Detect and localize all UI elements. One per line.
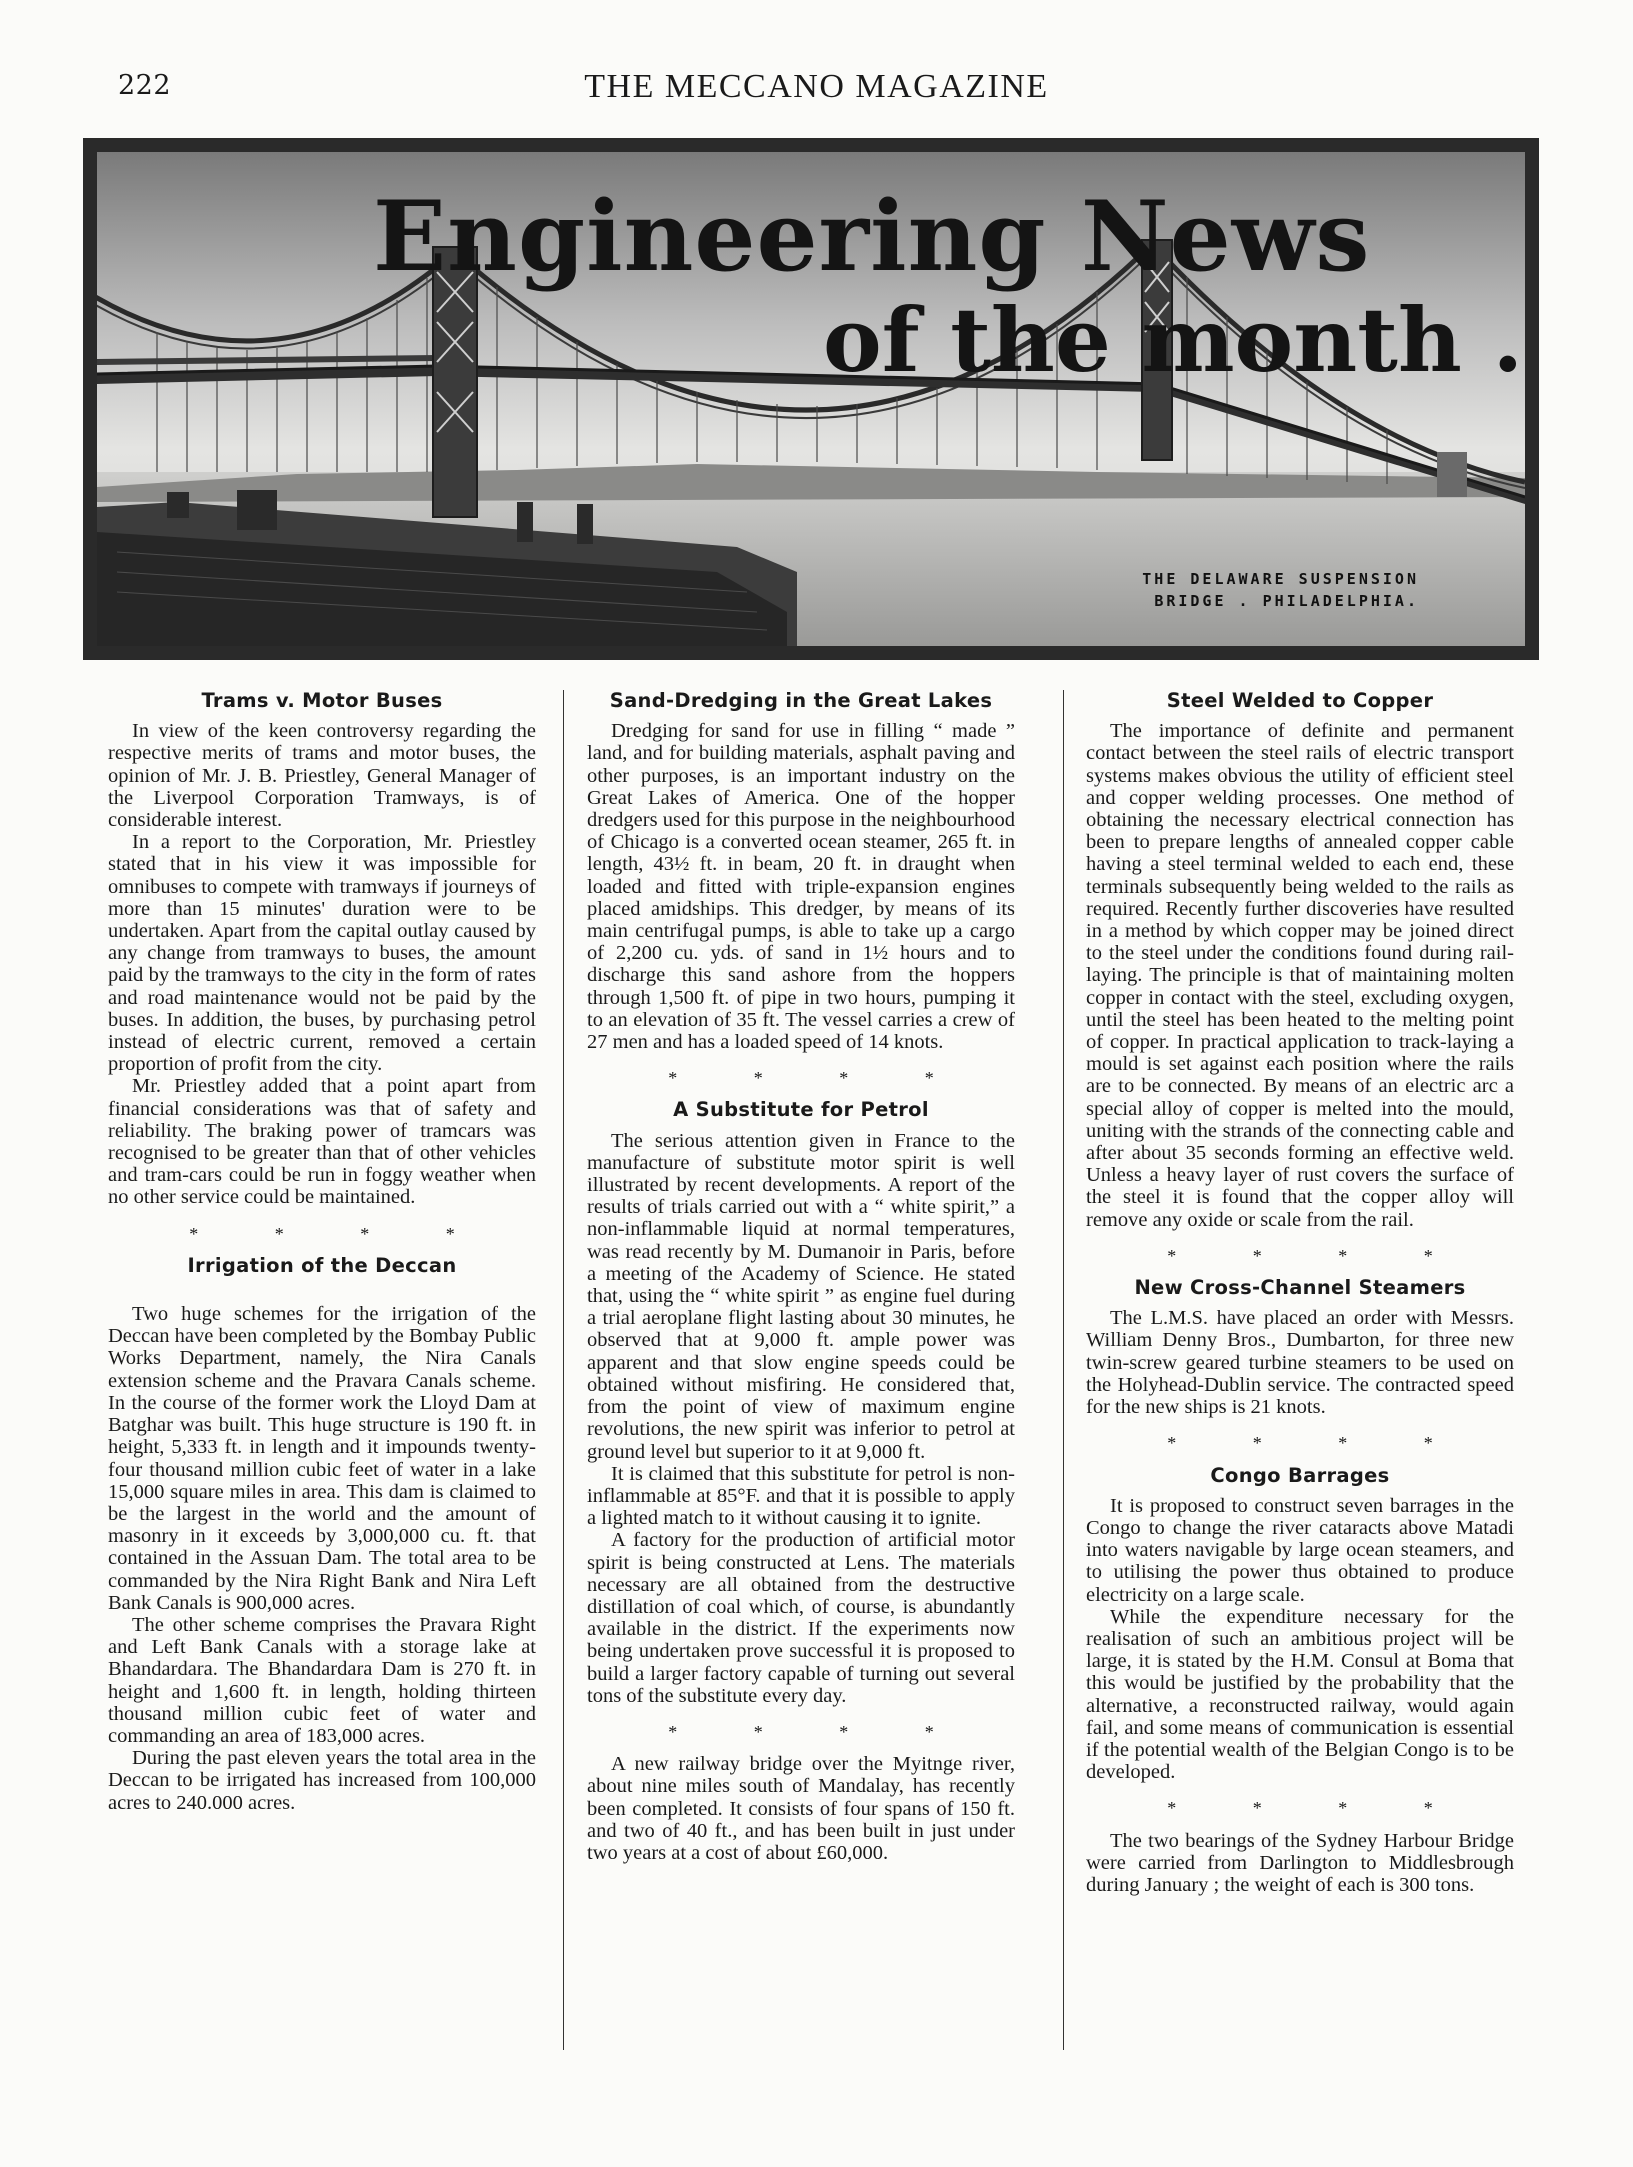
article-heading: Steel Welded to Copper bbox=[1166, 689, 1434, 712]
column-divider bbox=[1063, 690, 1064, 2050]
article-heading: Sand-Dredging in the Great Lakes bbox=[609, 689, 993, 712]
article-paragraph: The other scheme comprises the Pravara Right and Left Bank Canals with a storage lake at Bhandardara. The Bhandardara Dam is 270 ft. in height and 1,600 ft. in length, holding thirteen thousand million cubic feet of water and commanding an area of 183,000 acres. bbox=[108, 1613, 536, 1747]
magazine-title: THE MECCANO MAGAZINE bbox=[584, 68, 1049, 105]
article-paragraph: The L.M.S. have placed an order with Messrs. William Denny Bros., Dumbarton, for three new twin-screw geared turbine steamers to be used on the Holyhead-Dublin service. The contracted speed for the new ships is 21 knots. bbox=[1086, 1307, 1514, 1419]
article-paragraph: Mr. Priestley added that a point apart from financial considerations was that of safety and reliability. The braking power of tramcars was recognised to be greater than that of other vehicles and tram-cars could be run in foggy weather when no other service could be maintained. bbox=[108, 1075, 536, 1209]
section-separator: * * * * bbox=[668, 1721, 970, 1742]
banner-caption-line1: THE DELAWARE SUSPENSION bbox=[1142, 570, 1419, 588]
article-paragraph: During the past eleven years the total area in the Deccan to be irrigated has increased from 100,000 acres to 240.000 acres. bbox=[108, 1747, 536, 1814]
banner-caption-line2: BRIDGE . PHILADELPHIA. bbox=[1154, 592, 1419, 610]
column-divider bbox=[563, 690, 564, 2050]
article-paragraph: Two huge schemes for the irrigation of the Deccan have been completed by the Bombay Public Works Department, namely, the Nira Canals extension scheme and the Pravara Canals scheme. In the course of the former work the Lloyd Dam at Batghar was built. This huge structure is 190 ft. in height, 5,333 ft. in length and it impounds twenty-four thousand million cubic feet of water in a lake 15,000 square miles in area. This dam is claimed to be the largest in the world and the amount of masonry in it exceeds by 3,000,000 cu. ft. that contained in the Assuan Dam. The total area to be commanded by the Nira Right Bank and Nira Left Bank Canals is 900,000 acres. bbox=[108, 1303, 536, 1614]
article-paragraph: It is claimed that this substitute for petrol is non-inflammable at 85°F. and that it is possible to apply a lighted match to it without causing it to ignite. bbox=[587, 1462, 1015, 1530]
banner-caption bbox=[1099, 568, 1419, 612]
column-1 bbox=[108, 690, 536, 1814]
section-separator: * * * * bbox=[1167, 1798, 1469, 1819]
article-heading: A Substitute for Petrol bbox=[673, 1098, 929, 1122]
header-banner bbox=[83, 138, 1539, 660]
article-heading: Irrigation of the Deccan bbox=[187, 1253, 457, 1277]
article-paragraph: A new railway bridge over the Myitnge river, about nine miles south of Mandalay, has recently been completed. It consists of four spans of 150 ft. and two of 40 ft., and has been built in just under two years at a cost of about £60,000. bbox=[587, 1753, 1015, 1864]
article-heading: New Cross-Channel Steamers bbox=[1134, 1276, 1466, 1300]
article-paragraph: Dredging for sand for use in filling “ made ” land, and for building materials, asphalt paving and other purposes, is an important industry on the Great Lakes of America. One of the hopper dredgers used for this purpose in the neighbourhood of Chicago is a converted ocean steamer, 265 ft. in length, 43½ ft. in beam, 20 ft. in draught when loaded and fitted with triple-expansion engines placed amidships. This dredger, by means of its main centrifugal pumps, is able to take up a cargo of 2,200 cu. yds. of sand in 1½ hours and to discharge this sand ashore from the hoppers through 1,500 ft. of pipe in two hours, pumping it to an elevation of 35 ft. The vessel carries a crew of 27 men and has a loaded speed of 14 knots. bbox=[587, 720, 1015, 1054]
article-paragraph: In view of the keen controversy regarding the respective merits of trams and motor buses, the opinion of Mr. J. B. Priestley, General Manager of the Liverpool Corporation Tramways, is of considerable interest. bbox=[108, 720, 536, 832]
column-3 bbox=[1086, 690, 1514, 1896]
section-separator: * * * * bbox=[189, 1223, 491, 1244]
page-number: 222 bbox=[118, 70, 172, 101]
article-paragraph: The two bearings of the Sydney Harbour Bridge were carried from Darlington to Middlesbrough during January ; the weight of each is 300 tons. bbox=[1086, 1829, 1514, 1896]
article-paragraph: In a report to the Corporation, Mr. Priestley stated that in his view it was impossible for omnibuses to compete with tramways if journeys of more than 15 minutes' duration were to be undertaken. Apart from the capital outlay caused by any change from tramways to buses, the amount paid by the tramways to the city in the form of rates and road maintenance would not be paid by the buses. In addition, the buses, by purchasing petrol instead of electric current, removed a certain proportion of profit from the city. bbox=[108, 831, 536, 1076]
section-separator: * * * * bbox=[1167, 1433, 1469, 1454]
article-heading: Trams v. Motor Buses bbox=[201, 689, 443, 712]
article-paragraph: A factory for the production of artificial motor spirit is being constructed at Lens. The materials necessary are all obtained from the destructive distillation of coal which, of course, is abundantly available in the district. If the experiments now being undertaken prove successful it is proposed to build a larger factory capable of turning out several tons of the substitute every day. bbox=[587, 1529, 1015, 1707]
section-separator: * * * * bbox=[668, 1068, 970, 1089]
banner-title-line2: of the month . bbox=[823, 288, 1524, 392]
article-paragraph: While the expenditure necessary for the realisation of such an ambitious project will be large, it is stated by the H.M. Consul at Boma that this would be justified by the probability that the alternative, a reconstructed railway, would again fail, and some means of communication is essential if the potential wealth of the Belgian Congo is to be developed. bbox=[1086, 1605, 1514, 1784]
article-heading: Congo Barrages bbox=[1210, 1463, 1390, 1487]
section-separator: * * * * bbox=[1167, 1245, 1469, 1266]
article-paragraph: The importance of definite and permanent contact between the steel rails of electric transport systems makes obvious the utility of efficient steel and copper welding processes. One method of obtaining the necessary electrical connection has been to prepare lengths of annealed copper cable having a steel terminal welded to each end, these terminals subsequently being welded to the rails as required. Recently further discoveries have resulted in a method by which copper may be joined direct to the steel under the conditions found during rail-laying. The principle is that of maintaining molten copper in contact with the steel, excluding oxygen, until the steel has been heated to the melting point of copper. In practical application to track-laying a mould is set against each position where the rails are to be connected. By means of an electric arc a special alloy of copper is melted into the mould, uniting with the strands of the connecting cable and after about 35 seconds forming an effective weld. Unless a heavy layer of rust covers the surface of the steel it is found that the copper alloy will remove any oxide or scale from the rail. bbox=[1086, 720, 1514, 1231]
article-paragraph: It is proposed to construct seven barrages in the Congo to change the river cataracts above Matadi into waters navigable by large ocean steamers, and to utilising the power thus obtained to produce electricity on a large scale. bbox=[1086, 1494, 1514, 1606]
article-paragraph: The serious attention given in France to the manufacture of substitute motor spirit is well illustrated by recent developments. A report of the results of trials carried out with a “ white spirit,” a non-inflammable liquid at normal temperatures, was read recently by M. Dumanoir in Paris, before a meeting of the Academy of Science. He stated that, using the “ white spirit ” as engine fuel during a trial aeroplane flight lasting about 30 minutes, he observed that at 9,000 ft. ample power was apparent and that slow engine speeds could be obtained without misfiring. He considered that, from the point of view of maximum engine revolutions, the new spirit was inferior to petrol at ground level but superior to it at 9,000 ft. bbox=[587, 1129, 1015, 1463]
column-2 bbox=[587, 690, 1015, 1864]
banner-title-line1: Engineering News bbox=[373, 180, 1371, 293]
